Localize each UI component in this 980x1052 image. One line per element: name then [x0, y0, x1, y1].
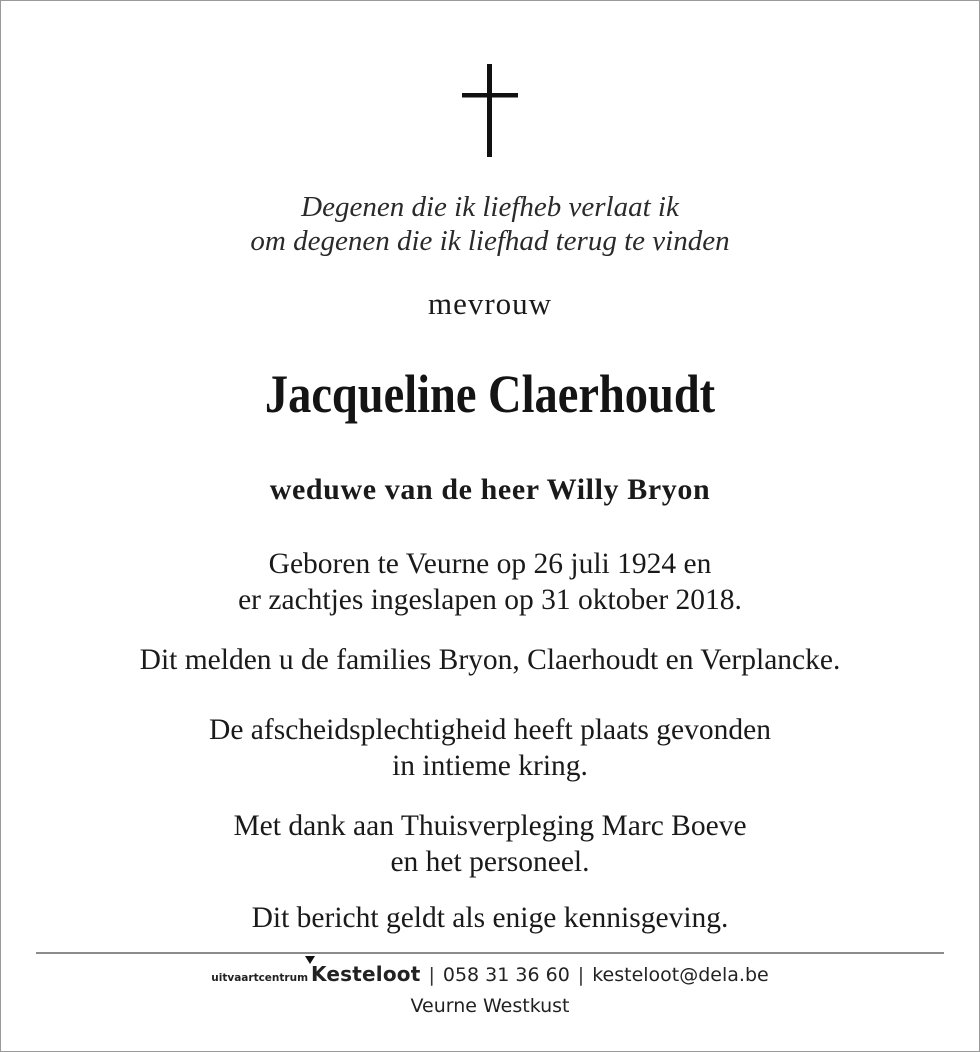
- ceremony-statement: [0, 712, 980, 784]
- thanks-statement: [0, 808, 980, 880]
- thanks-line-2: en het personeel.: [390, 846, 590, 878]
- brand-logo: [311, 962, 420, 986]
- phone-number: 058 31 36 60: [442, 964, 570, 986]
- notice-statement: Dit bericht geldt als enige kennisgeving.: [251, 902, 729, 934]
- born-line-2: er zachtjes ingeslapen op 31 oktober 2018.: [238, 584, 742, 616]
- ceremony-line-1: De afscheidsplechtigheid heeft plaats gevonden: [209, 714, 771, 746]
- brand-name: Kesteloot: [311, 962, 421, 986]
- thanks-line-1: Met dank aan Thuisverpleging Marc Boeve: [233, 810, 747, 842]
- separator-2: |: [577, 964, 585, 986]
- birth-death-statement: [0, 546, 980, 618]
- deceased-name: Jacqueline Claerhoudt: [264, 364, 716, 424]
- separator-1: |: [428, 964, 435, 986]
- footer-contact-row: [0, 962, 980, 992]
- families-announcement: Dit melden u de families Bryon, Claerhoudt en Verplancke.: [139, 644, 841, 676]
- email-address: kesteloot@dela.be: [592, 964, 769, 986]
- honorific-title: mevrouw: [427, 286, 553, 321]
- brand-prefix: uitvaartcentrum: [211, 972, 309, 984]
- memorial-quote: [0, 190, 980, 258]
- quote-line-2: om degenen die ik liefhad terug te vinden: [250, 225, 730, 257]
- footer-divider: [36, 952, 944, 954]
- brand-triangle-icon: [305, 956, 315, 964]
- ceremony-line-2: in intieme kring.: [392, 750, 588, 782]
- widow-of-line: weduwe van de heer Willy Bryon: [269, 473, 711, 506]
- quote-line-1: Degenen die ik liefheb verlaat ik: [301, 191, 679, 223]
- cross-container: [0, 60, 980, 160]
- latin-cross-icon: [460, 60, 520, 160]
- locality: Veurne Westkust: [410, 995, 570, 1017]
- born-line-1: Geboren te Veurne op 26 juli 1924 en: [268, 548, 712, 580]
- funeral-home-footer: [0, 962, 980, 1018]
